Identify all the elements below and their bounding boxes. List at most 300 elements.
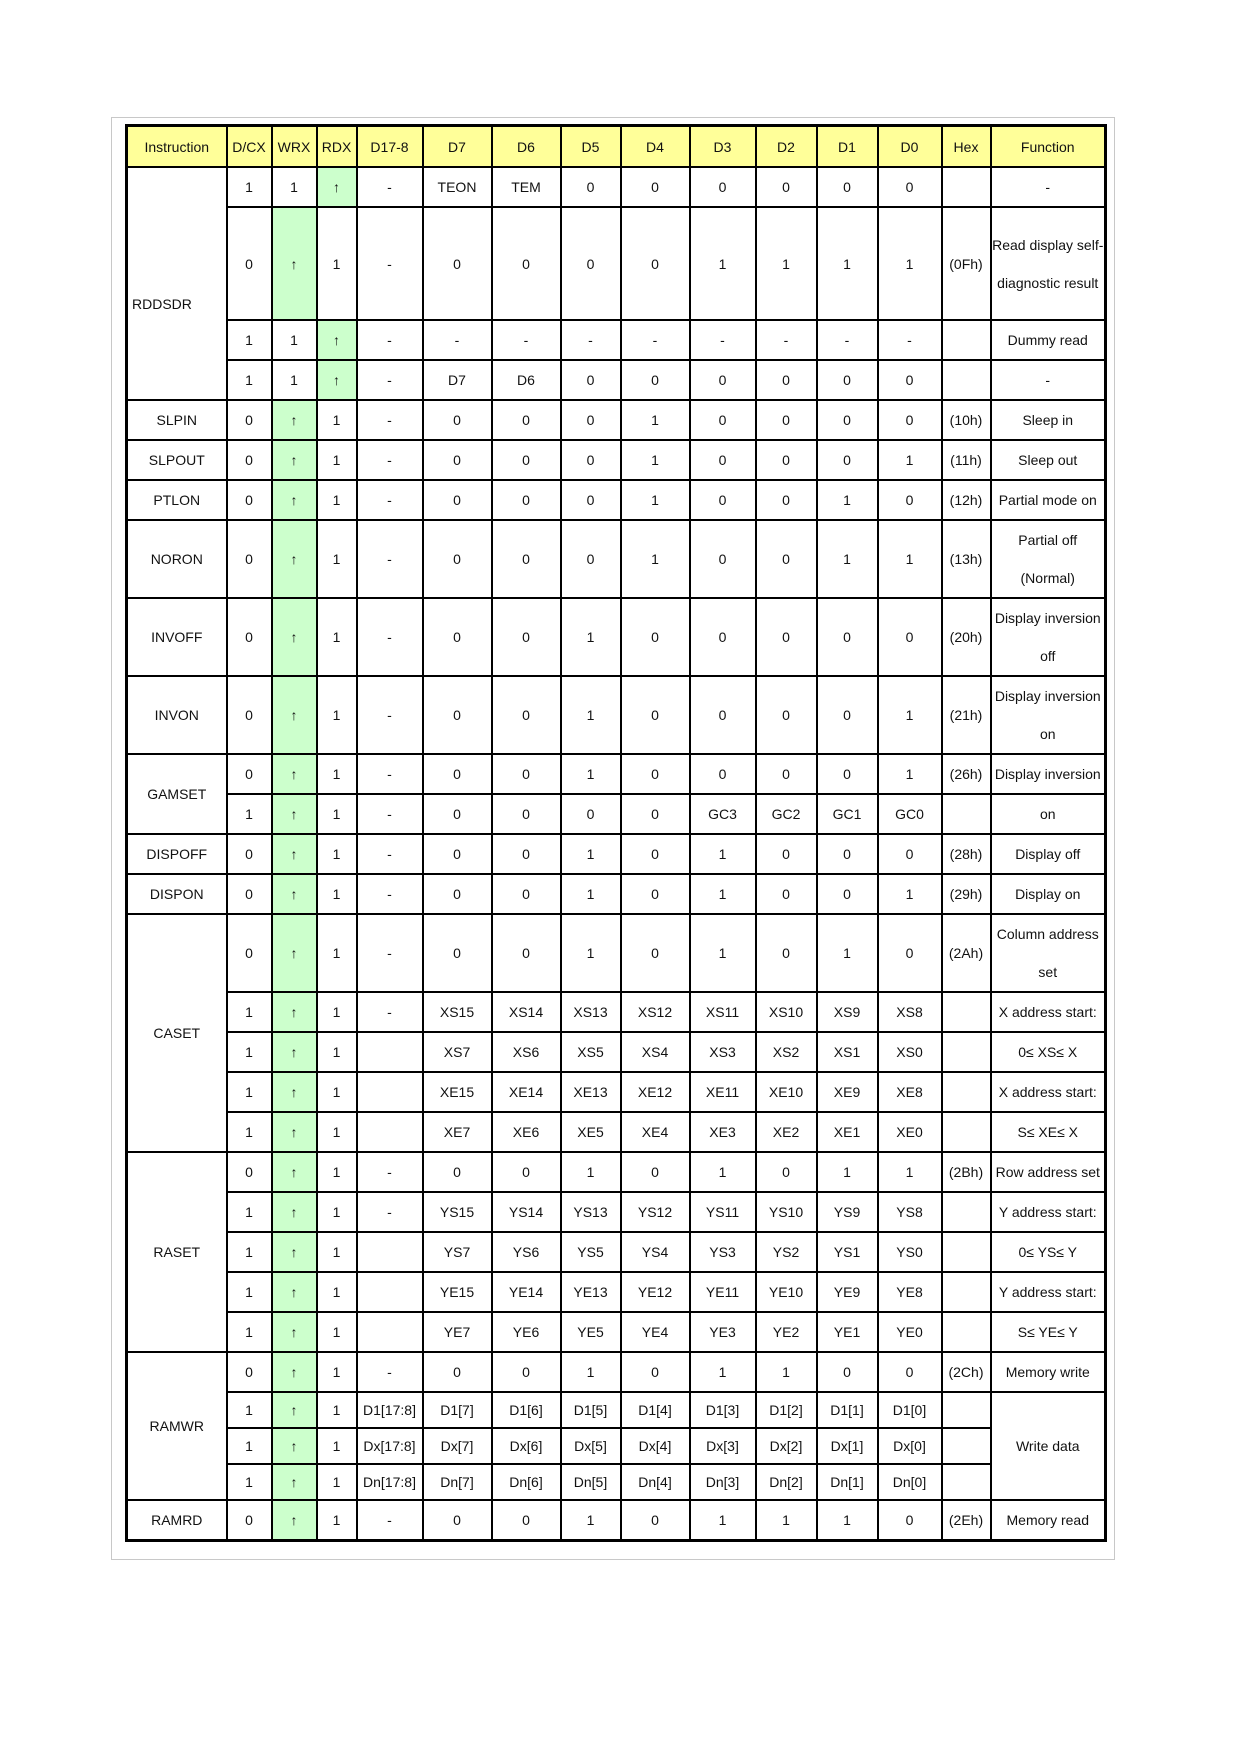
hex-cell [942, 1272, 991, 1312]
bit-cell: YS7 [423, 1232, 492, 1272]
bit-cell: 1 [690, 874, 756, 914]
wrx-cell: ↑ [272, 834, 317, 874]
bit-cell: 1 [561, 874, 621, 914]
hex-cell: (11h) [942, 440, 991, 480]
bit-cell: TEM [492, 167, 561, 207]
bit-cell: 1 [621, 520, 690, 598]
dcx-cell: 1 [227, 794, 272, 834]
function-cell: Y address start: [991, 1272, 1106, 1312]
function-cell: Partial mode on [991, 480, 1106, 520]
rdx-cell: 1 [317, 480, 357, 520]
bit-cell: 0 [621, 914, 690, 992]
bit-cell: TEON [423, 167, 492, 207]
instruction-cell: RAMRD [127, 1500, 227, 1541]
bit-cell: Dx[7] [423, 1428, 492, 1464]
bit-cell: 0 [492, 1500, 561, 1541]
instruction-cell: INVON [127, 676, 227, 754]
bit-cell: 1 [690, 207, 756, 320]
hex-cell: (28h) [942, 834, 991, 874]
header-row [127, 126, 1106, 168]
bit-cell: 0 [621, 754, 690, 794]
bit-cell: 0 [690, 676, 756, 754]
bit-cell: XE11 [690, 1072, 756, 1112]
d17-8-cell: - [357, 914, 423, 992]
bit-cell: 0 [817, 167, 878, 207]
bit-cell: - [561, 320, 621, 360]
bit-cell: 0 [492, 1352, 561, 1392]
rdx-cell: 1 [317, 440, 357, 480]
wrx-cell: ↑ [272, 1464, 317, 1500]
bit-cell: 0 [621, 1152, 690, 1192]
dcx-cell: 1 [227, 1428, 272, 1464]
bit-cell: 0 [621, 874, 690, 914]
bit-cell: - [878, 320, 942, 360]
function-cell: Write data [991, 1392, 1106, 1500]
bit-cell: 0 [492, 874, 561, 914]
bit-cell: 0 [561, 440, 621, 480]
d17-8-cell: - [357, 794, 423, 834]
bit-cell: 1 [561, 834, 621, 874]
bit-cell: 1 [817, 520, 878, 598]
table-row [127, 1352, 1106, 1392]
hex-cell [942, 1312, 991, 1352]
bit-cell: YE14 [492, 1272, 561, 1312]
bit-cell: GC2 [756, 794, 817, 834]
bit-cell: 0 [423, 480, 492, 520]
function-cell: - [991, 360, 1106, 400]
function-cell: Partial off (Normal) [991, 520, 1106, 598]
bit-cell: YE12 [621, 1272, 690, 1312]
bit-cell: 0 [756, 598, 817, 676]
wrx-cell: ↑ [272, 1032, 317, 1072]
header-cell: D2 [756, 126, 817, 168]
bit-cell: 0 [561, 794, 621, 834]
table-row [127, 480, 1106, 520]
dcx-cell: 1 [227, 320, 272, 360]
d17-8-cell: - [357, 676, 423, 754]
bit-cell: D1[4] [621, 1392, 690, 1428]
dcx-cell: 1 [227, 167, 272, 207]
bit-cell: 0 [423, 754, 492, 794]
dcx-cell: 0 [227, 1352, 272, 1392]
function-cell: S≤ YE≤ Y [991, 1312, 1106, 1352]
bit-cell: 0 [690, 480, 756, 520]
wrx-cell: ↑ [272, 1352, 317, 1392]
bit-cell: Dx[6] [492, 1428, 561, 1464]
table-row [127, 360, 1106, 400]
bit-cell: 0 [492, 400, 561, 440]
bit-cell: 0 [756, 480, 817, 520]
dcx-cell: 0 [227, 400, 272, 440]
table-row [127, 167, 1106, 207]
bit-cell: Dx[2] [756, 1428, 817, 1464]
header-cell: D3 [690, 126, 756, 168]
bit-cell: YE13 [561, 1272, 621, 1312]
bit-cell: 0 [621, 676, 690, 754]
bit-cell: 0 [561, 207, 621, 320]
bit-cell: YS8 [878, 1192, 942, 1232]
bit-cell: D6 [492, 360, 561, 400]
dcx-cell: 0 [227, 598, 272, 676]
wrx-cell: ↑ [272, 874, 317, 914]
instruction-cell: PTLON [127, 480, 227, 520]
bit-cell: GC1 [817, 794, 878, 834]
wrx-cell: ↑ [272, 598, 317, 676]
bit-cell: 0 [492, 598, 561, 676]
bit-cell: 0 [621, 794, 690, 834]
d17-8-cell: - [357, 992, 423, 1032]
dcx-cell: 1 [227, 1192, 272, 1232]
hex-cell [942, 1112, 991, 1152]
bit-cell: 0 [423, 794, 492, 834]
dcx-cell: 0 [227, 480, 272, 520]
bit-cell: XS7 [423, 1032, 492, 1072]
instruction-cell: INVOFF [127, 598, 227, 676]
d17-8-cell: - [357, 1352, 423, 1392]
bit-cell: 1 [756, 1500, 817, 1541]
bit-cell: XS8 [878, 992, 942, 1032]
rdx-cell: 1 [317, 598, 357, 676]
table-row [127, 914, 1106, 992]
hex-cell: (2Ch) [942, 1352, 991, 1392]
bit-cell: Dn[5] [561, 1464, 621, 1500]
dcx-cell: 1 [227, 1464, 272, 1500]
bit-cell: Dx[1] [817, 1428, 878, 1464]
instruction-cell: CASET [127, 914, 227, 1152]
d17-8-cell: D1[17:8] [357, 1392, 423, 1428]
function-cell: Y address start: [991, 1192, 1106, 1232]
function-cell: Memory read [991, 1500, 1106, 1541]
bit-cell: XS11 [690, 992, 756, 1032]
bit-cell: 1 [817, 914, 878, 992]
table-row [127, 320, 1106, 360]
instruction-cell: GAMSET [127, 754, 227, 834]
bit-cell: 0 [878, 360, 942, 400]
bit-cell: XS6 [492, 1032, 561, 1072]
rdx-cell: ↑ [317, 360, 357, 400]
wrx-cell: ↑ [272, 400, 317, 440]
dcx-cell: 0 [227, 874, 272, 914]
dcx-cell: 0 [227, 440, 272, 480]
bit-cell: YS14 [492, 1192, 561, 1232]
dcx-cell: 1 [227, 992, 272, 1032]
instruction-cell: RAMWR [127, 1352, 227, 1500]
bit-cell: YE6 [492, 1312, 561, 1352]
bit-cell: 0 [561, 360, 621, 400]
rdx-cell: 1 [317, 1428, 357, 1464]
bit-cell: Dx[4] [621, 1428, 690, 1464]
bit-cell: - [423, 320, 492, 360]
bit-cell: 0 [621, 207, 690, 320]
header-cell: D4 [621, 126, 690, 168]
bit-cell: - [690, 320, 756, 360]
bit-cell: YS10 [756, 1192, 817, 1232]
header-cell: D/CX [227, 126, 272, 168]
table-row [127, 1428, 1106, 1464]
bit-cell: YE8 [878, 1272, 942, 1312]
hex-cell [942, 1464, 991, 1500]
d17-8-cell [357, 1032, 423, 1072]
bit-cell: 1 [878, 676, 942, 754]
bit-cell: XS0 [878, 1032, 942, 1072]
instruction-cell: DISPON [127, 874, 227, 914]
bit-cell: YS6 [492, 1232, 561, 1272]
rdx-cell: 1 [317, 834, 357, 874]
bit-cell: Dn[6] [492, 1464, 561, 1500]
wrx-cell: ↑ [272, 207, 317, 320]
bit-cell: 1 [561, 914, 621, 992]
bit-cell: 0 [756, 1152, 817, 1192]
bit-cell: 0 [621, 834, 690, 874]
wrx-cell: ↑ [272, 754, 317, 794]
bit-cell: 0 [561, 167, 621, 207]
table-row [127, 834, 1106, 874]
rdx-cell: 1 [317, 1500, 357, 1541]
hex-cell: (2Bh) [942, 1152, 991, 1192]
instruction-cell: DISPOFF [127, 834, 227, 874]
bit-cell: 1 [690, 1500, 756, 1541]
bit-cell: 0 [492, 1152, 561, 1192]
bit-cell: D1[3] [690, 1392, 756, 1428]
table-row [127, 1112, 1106, 1152]
bit-cell: 0 [756, 400, 817, 440]
bit-cell: D1[6] [492, 1392, 561, 1428]
dcx-cell: 0 [227, 676, 272, 754]
header-cell: D1 [817, 126, 878, 168]
header-cell: WRX [272, 126, 317, 168]
bit-cell: YS5 [561, 1232, 621, 1272]
rdx-cell: 1 [317, 520, 357, 598]
table-row [127, 520, 1106, 598]
bit-cell: 0 [423, 520, 492, 598]
bit-cell: Dn[7] [423, 1464, 492, 1500]
wrx-cell: ↑ [272, 1272, 317, 1312]
wrx-cell: ↑ [272, 914, 317, 992]
bit-cell: YE11 [690, 1272, 756, 1312]
rdx-cell: 1 [317, 1312, 357, 1352]
hex-cell [942, 360, 991, 400]
bit-cell: 0 [561, 400, 621, 440]
function-cell: Display off [991, 834, 1106, 874]
function-cell: Memory write [991, 1352, 1106, 1392]
bit-cell: YE9 [817, 1272, 878, 1312]
function-cell: Read display self-diagnostic result [991, 207, 1106, 320]
bit-cell: 0 [690, 400, 756, 440]
bit-cell: YS9 [817, 1192, 878, 1232]
bit-cell: 1 [690, 834, 756, 874]
hex-cell [942, 320, 991, 360]
bit-cell: 0 [817, 874, 878, 914]
bit-cell: 0 [423, 400, 492, 440]
bit-cell: 0 [423, 440, 492, 480]
wrx-cell: ↑ [272, 1312, 317, 1352]
d17-8-cell: - [357, 167, 423, 207]
bit-cell: 0 [492, 754, 561, 794]
hex-cell [942, 1032, 991, 1072]
bit-cell: 0 [561, 480, 621, 520]
function-cell: X address start: [991, 1072, 1106, 1112]
bit-cell: 0 [756, 754, 817, 794]
bit-cell: XE9 [817, 1072, 878, 1112]
bit-cell: 0 [423, 1352, 492, 1392]
bit-cell: YS1 [817, 1232, 878, 1272]
bit-cell: 1 [561, 1500, 621, 1541]
bit-cell: 0 [878, 1500, 942, 1541]
instruction-cell: SLPOUT [127, 440, 227, 480]
function-cell: - [991, 167, 1106, 207]
bit-cell: - [756, 320, 817, 360]
bit-cell: YE10 [756, 1272, 817, 1312]
wrx-cell: ↑ [272, 1232, 317, 1272]
bit-cell: XS12 [621, 992, 690, 1032]
bit-cell: XS3 [690, 1032, 756, 1072]
rdx-cell: 1 [317, 1352, 357, 1392]
bit-cell: 0 [561, 520, 621, 598]
bit-cell: YS4 [621, 1232, 690, 1272]
bit-cell: 1 [817, 480, 878, 520]
hex-cell: (2Ah) [942, 914, 991, 992]
function-cell: Column address set [991, 914, 1106, 992]
bit-cell: 0 [756, 167, 817, 207]
bit-cell: XE5 [561, 1112, 621, 1152]
bit-cell: 0 [492, 914, 561, 992]
dcx-cell: 1 [227, 1032, 272, 1072]
wrx-cell: 1 [272, 167, 317, 207]
d17-8-cell: - [357, 1192, 423, 1232]
bit-cell: 0 [621, 598, 690, 676]
bit-cell: 0 [690, 754, 756, 794]
bit-cell: 0 [492, 794, 561, 834]
function-cell: Display inversion off [991, 598, 1106, 676]
bit-cell: 0 [690, 360, 756, 400]
d17-8-cell: - [357, 320, 423, 360]
bit-cell: 1 [878, 754, 942, 794]
bit-cell: XE15 [423, 1072, 492, 1112]
bit-cell: 1 [561, 754, 621, 794]
d17-8-cell [357, 1072, 423, 1112]
rdx-cell: 1 [317, 1032, 357, 1072]
header-cell: RDX [317, 126, 357, 168]
bit-cell: D1[1] [817, 1392, 878, 1428]
bit-cell: YS12 [621, 1192, 690, 1232]
bit-cell: 1 [561, 1152, 621, 1192]
bit-cell: 0 [878, 167, 942, 207]
bit-cell: 0 [817, 400, 878, 440]
bit-cell: GC3 [690, 794, 756, 834]
bit-cell: XE6 [492, 1112, 561, 1152]
command-table [125, 124, 1107, 1542]
bit-cell: XE0 [878, 1112, 942, 1152]
table-row [127, 1500, 1106, 1541]
bit-cell: YE7 [423, 1312, 492, 1352]
hex-cell: (29h) [942, 874, 991, 914]
wrx-cell: ↑ [272, 1428, 317, 1464]
bit-cell: D1[7] [423, 1392, 492, 1428]
d17-8-cell [357, 1312, 423, 1352]
function-cell: on [991, 794, 1106, 834]
bit-cell: XE4 [621, 1112, 690, 1152]
bit-cell: 0 [423, 914, 492, 992]
bit-cell: D1[2] [756, 1392, 817, 1428]
hex-cell: (12h) [942, 480, 991, 520]
bit-cell: XE13 [561, 1072, 621, 1112]
bit-cell: 0 [492, 520, 561, 598]
bit-cell: XS15 [423, 992, 492, 1032]
dcx-cell: 1 [227, 1312, 272, 1352]
hex-cell [942, 992, 991, 1032]
rdx-cell: 1 [317, 794, 357, 834]
d17-8-cell: - [357, 834, 423, 874]
bit-cell: 0 [690, 167, 756, 207]
bit-cell: GC0 [878, 794, 942, 834]
rdx-cell: 1 [317, 1072, 357, 1112]
rdx-cell: 1 [317, 1112, 357, 1152]
bit-cell: 0 [492, 834, 561, 874]
table-row [127, 1192, 1106, 1232]
bit-cell: 0 [878, 400, 942, 440]
d17-8-cell: - [357, 480, 423, 520]
dcx-cell: 1 [227, 1232, 272, 1272]
bit-cell: 0 [690, 520, 756, 598]
bit-cell: XE7 [423, 1112, 492, 1152]
bit-cell: 1 [878, 207, 942, 320]
bit-cell: 0 [423, 598, 492, 676]
d17-8-cell: - [357, 1152, 423, 1192]
bit-cell: 1 [621, 440, 690, 480]
header-cell: Hex [942, 126, 991, 168]
table-row [127, 1392, 1106, 1428]
hex-cell [942, 1072, 991, 1112]
d17-8-cell [357, 1112, 423, 1152]
bit-cell: 1 [817, 207, 878, 320]
table-row [127, 874, 1106, 914]
bit-cell: 1 [817, 1152, 878, 1192]
hex-cell [942, 794, 991, 834]
rdx-cell: 1 [317, 1272, 357, 1312]
hex-cell [942, 1232, 991, 1272]
header-cell: D6 [492, 126, 561, 168]
bit-cell: XE10 [756, 1072, 817, 1112]
bit-cell: 1 [878, 1152, 942, 1192]
dcx-cell: 1 [227, 1392, 272, 1428]
function-cell: 0≤ YS≤ Y [991, 1232, 1106, 1272]
bit-cell: D1[0] [878, 1392, 942, 1428]
rdx-cell: 1 [317, 400, 357, 440]
bit-cell: XE12 [621, 1072, 690, 1112]
hex-cell: (10h) [942, 400, 991, 440]
bit-cell: XE8 [878, 1072, 942, 1112]
table-row [127, 207, 1106, 320]
instruction-cell: RASET [127, 1152, 227, 1352]
function-cell: Sleep out [991, 440, 1106, 480]
hex-cell [942, 1428, 991, 1464]
bit-cell: Dn[4] [621, 1464, 690, 1500]
bit-cell: Dx[0] [878, 1428, 942, 1464]
bit-cell: 0 [756, 676, 817, 754]
table-row [127, 1464, 1106, 1500]
table-row [127, 1232, 1106, 1272]
bit-cell: 0 [492, 207, 561, 320]
table-row [127, 676, 1106, 754]
dcx-cell: 0 [227, 754, 272, 794]
d17-8-cell [357, 1232, 423, 1272]
bit-cell: 1 [561, 676, 621, 754]
bit-cell: Dx[3] [690, 1428, 756, 1464]
rdx-cell: 1 [317, 874, 357, 914]
d17-8-cell: - [357, 360, 423, 400]
function-cell: Row address set [991, 1152, 1106, 1192]
hex-cell: (26h) [942, 754, 991, 794]
